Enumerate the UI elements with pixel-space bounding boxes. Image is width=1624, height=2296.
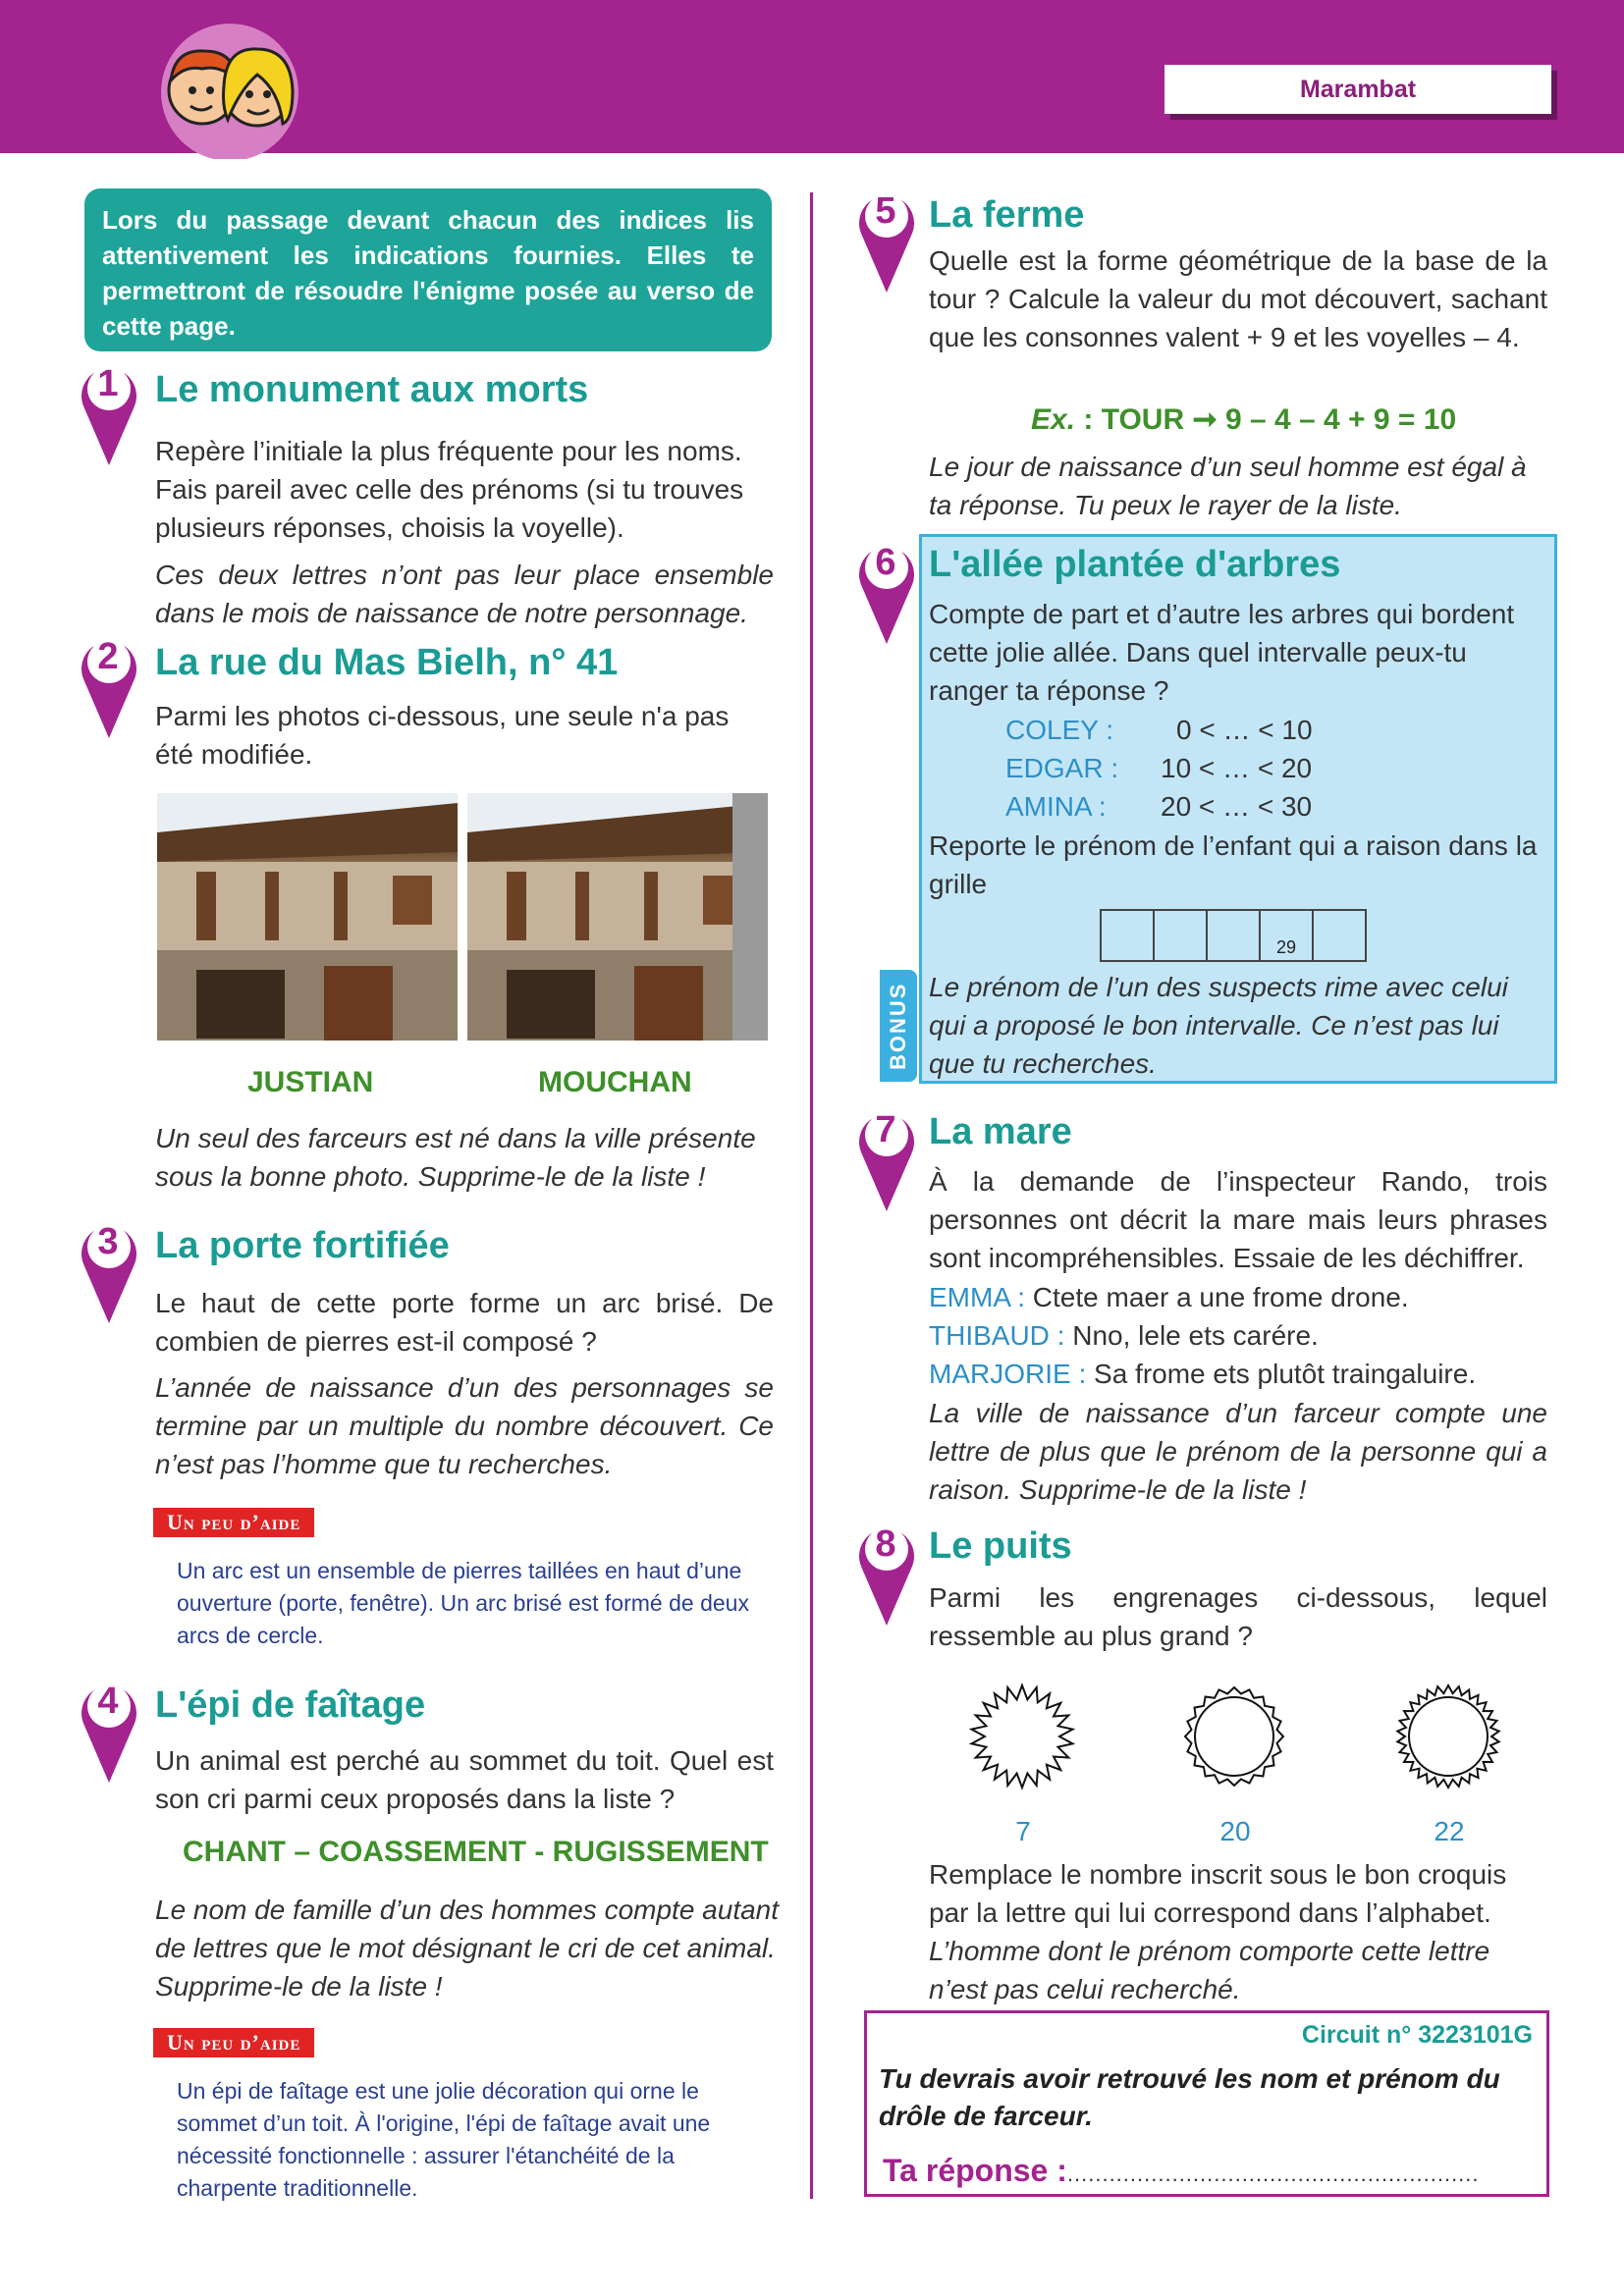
marker-pin-icon (856, 1520, 917, 1628)
section-number: 2 (97, 636, 119, 677)
section-text: Reporte le prénom de l’enfant qui a raison dans la grille (929, 830, 1538, 899)
quote-line (929, 1278, 1409, 1316)
help-badge: Un peu d’aide (153, 2028, 314, 2057)
section-title: La rue du Mas Bielh, n° 41 (155, 642, 619, 683)
answer-label: Ta réponse : (883, 2153, 1067, 2188)
section-text: À la demande de l’inspecteur Rando, trois personnes ont décrit la mare mais leurs phrases sont incompréhensibles. Essaie de les déchiffrer. (929, 1166, 1547, 1273)
range-value: 20 < … < 30 (1161, 791, 1313, 822)
intro-box: Lors du passage devant chacun des indices lis attentivement les indications fournies. Elles te permettront de résoudre l'énigme posée au verso de cette page. (84, 188, 772, 351)
circuit-number: Circuit n° 3223101G (1301, 2021, 1533, 2049)
range-value: 0 < … < 10 (1176, 715, 1313, 745)
section-title: Le monument aux morts (155, 369, 589, 410)
section-text: Le haut de cette porte forme un arc brisé. De combien de pierres est-il composé ? (155, 1288, 774, 1357)
section-number: 3 (97, 1221, 119, 1262)
section-text: Repère l’initiale la plus fréquente pour les noms. Fais pareil avec celle des prénoms (si tu trouves plusieurs réponses, choisis la voyelle). (155, 436, 744, 543)
gear-icon (1394, 1682, 1502, 1790)
example-text: : TOUR ➞ 9 – 4 – 4 + 9 = 10 (1075, 403, 1457, 436)
answer-dots[interactable]: ........................................................... (1066, 2162, 1480, 2186)
house-photo-right (467, 793, 768, 1041)
section-title: La porte fortifiée (155, 1225, 450, 1266)
town-name: Marambat (1164, 65, 1551, 114)
section-text: Remplace le nombre inscrit sous le bon croquis par la lettre qui lui correspond dans l’alphabet. (929, 1859, 1507, 1928)
marker-pin-icon (79, 1677, 139, 1785)
marker-pin-icon (79, 632, 139, 740)
child-name: EDGAR : (1005, 753, 1119, 783)
grid-cell[interactable] (1259, 909, 1314, 962)
section-clue: L’homme dont le prénom comporte cette lettre n’est pas celui recherché. (929, 1936, 1490, 2004)
quote-text: Ctete maer a une frome drone. (1025, 1282, 1409, 1312)
marker-pin-icon (856, 187, 917, 294)
help-text: Un épi de faîtage est une jolie décoration qui orne le sommet d’un toit. À l'origine, l'épi de faîtage avait une nécessité fonctionnelle : assurer l'étanchéité de la charpente traditionnelle. (177, 2078, 711, 2201)
quote-text: Sa frome ets plutôt traingaluire. (1086, 1359, 1477, 1389)
final-question: Tu devrais avoir retrouvé les nom et prénom du drôle de farceur. (879, 2063, 1500, 2131)
marker-pin-icon (79, 359, 139, 467)
gear-number: 22 (1434, 1816, 1465, 1846)
range-value: 10 < … < 20 (1161, 753, 1313, 783)
section-number: 1 (97, 363, 119, 404)
section-text: Parmi les photos ci-dessous, une seule n'a pas été modifiée. (155, 701, 730, 770)
section-number: 8 (875, 1523, 896, 1565)
example-prefix: Ex. (1031, 403, 1076, 436)
section-clue: Le nom de famille d’un des hommes compte autant de lettres que le mot désignant le cri de cet animal. Supprime-le de la liste ! (155, 1895, 780, 2002)
example-line (1031, 400, 1456, 439)
quote-line (929, 1316, 1319, 1355)
section-clue: Le prénom de l’un des suspects rime avec celui qui a proposé le bon intervalle. Ce n’est pas lui que tu recherches. (929, 972, 1508, 1079)
section-number: 5 (875, 190, 896, 232)
help-text: Un arc est un ensemble de pierres taillées en haut d’une ouverture (porte, fenêtre). Un arc brisé est formé de deux arcs de cercle. (177, 1558, 749, 1648)
quote-name: MARJORIE : (929, 1359, 1087, 1389)
section-clue: Ces deux lettres n’ont pas leur place ensemble dans le mois de naissance de notre personnage. (155, 560, 774, 628)
photo-label-right: MOUCHAN (538, 1066, 692, 1098)
section-text: Quelle est la forme géométrique de la base de la tour ? Calcule la valeur du mot découvert, sachant que les consonnes valent + 9 et les voyelles – 4. (929, 245, 1547, 352)
section-clue: Le jour de naissance d’un seul homme est égal à ta réponse. Tu peux le rayer de la liste. (929, 452, 1527, 520)
section-text: Un animal est perché au sommet du toit. Quel est son cri parmi ceux proposés dans la liste ? (155, 1745, 774, 1814)
photo-label-left: JUSTIAN (247, 1066, 374, 1098)
section-title: L'allée plantée d'arbres (929, 544, 1341, 585)
gear-number: 7 (1015, 1816, 1031, 1846)
section-clue: L’année de naissance d’un des personnages se termine par un multiple du nombre découvert. Ce n’est pas l’homme que tu recherches. (155, 1372, 774, 1479)
gear-number: 20 (1219, 1816, 1251, 1846)
quote-text: Nno, lele ets carére. (1064, 1320, 1319, 1351)
marker-pin-icon (856, 538, 917, 646)
cry-options: CHANT – COASSEMENT - RUGISSEMENT (183, 1836, 769, 1868)
answer-line[interactable] (883, 2153, 1480, 2189)
section-text: Compte de part et d’autre les arbres qui bordent cette jolie allée. Dans quel intervalle peux-tu ranger ta réponse ? (929, 599, 1515, 706)
section-number: 4 (97, 1681, 119, 1722)
answer-box (864, 2010, 1549, 2197)
column-divider (810, 192, 813, 2199)
section-clue: Un seul des farceurs est né dans la ville présente sous la bonne photo. Supprime-le de la liste ! (155, 1123, 756, 1192)
bonus-label: BONUS (880, 970, 917, 1082)
kids-logo-icon (145, 22, 312, 159)
grid-cell[interactable] (1312, 909, 1367, 962)
grid-cell-number: 29 (1275, 937, 1297, 957)
quote-name: EMMA : (929, 1282, 1026, 1312)
section-clue: La ville de naissance d’un farceur compte une lettre de plus que le prénom de la personne qui a raison. Supprime-le de la liste ! (929, 1398, 1547, 1505)
gear-icon (968, 1682, 1076, 1790)
grid-cell[interactable] (1153, 909, 1208, 962)
child-name: AMINA : (1005, 791, 1107, 822)
section-text: Parmi les engrenages ci-dessous, lequel ressemble au plus grand ? (929, 1582, 1547, 1651)
marker-pin-icon (79, 1217, 139, 1325)
section-title: La ferme (929, 194, 1085, 236)
child-name: COLEY : (1005, 715, 1113, 745)
section-title: La mare (929, 1111, 1072, 1152)
section-title: Le puits (929, 1525, 1072, 1567)
marker-pin-icon (856, 1105, 917, 1213)
house-photo-left (157, 793, 458, 1041)
gear-icon (1180, 1682, 1288, 1790)
grid-cell[interactable] (1206, 909, 1261, 962)
quote-name: THIBAUD : (929, 1320, 1065, 1351)
grid-cell[interactable] (1100, 909, 1155, 962)
section-number: 7 (875, 1109, 896, 1150)
section-title: L'épi de faîtage (155, 1684, 426, 1726)
quote-line (929, 1355, 1476, 1393)
section-number: 6 (875, 542, 896, 583)
answer-grid[interactable] (1102, 909, 1367, 962)
help-badge: Un peu d’aide (153, 1508, 314, 1537)
